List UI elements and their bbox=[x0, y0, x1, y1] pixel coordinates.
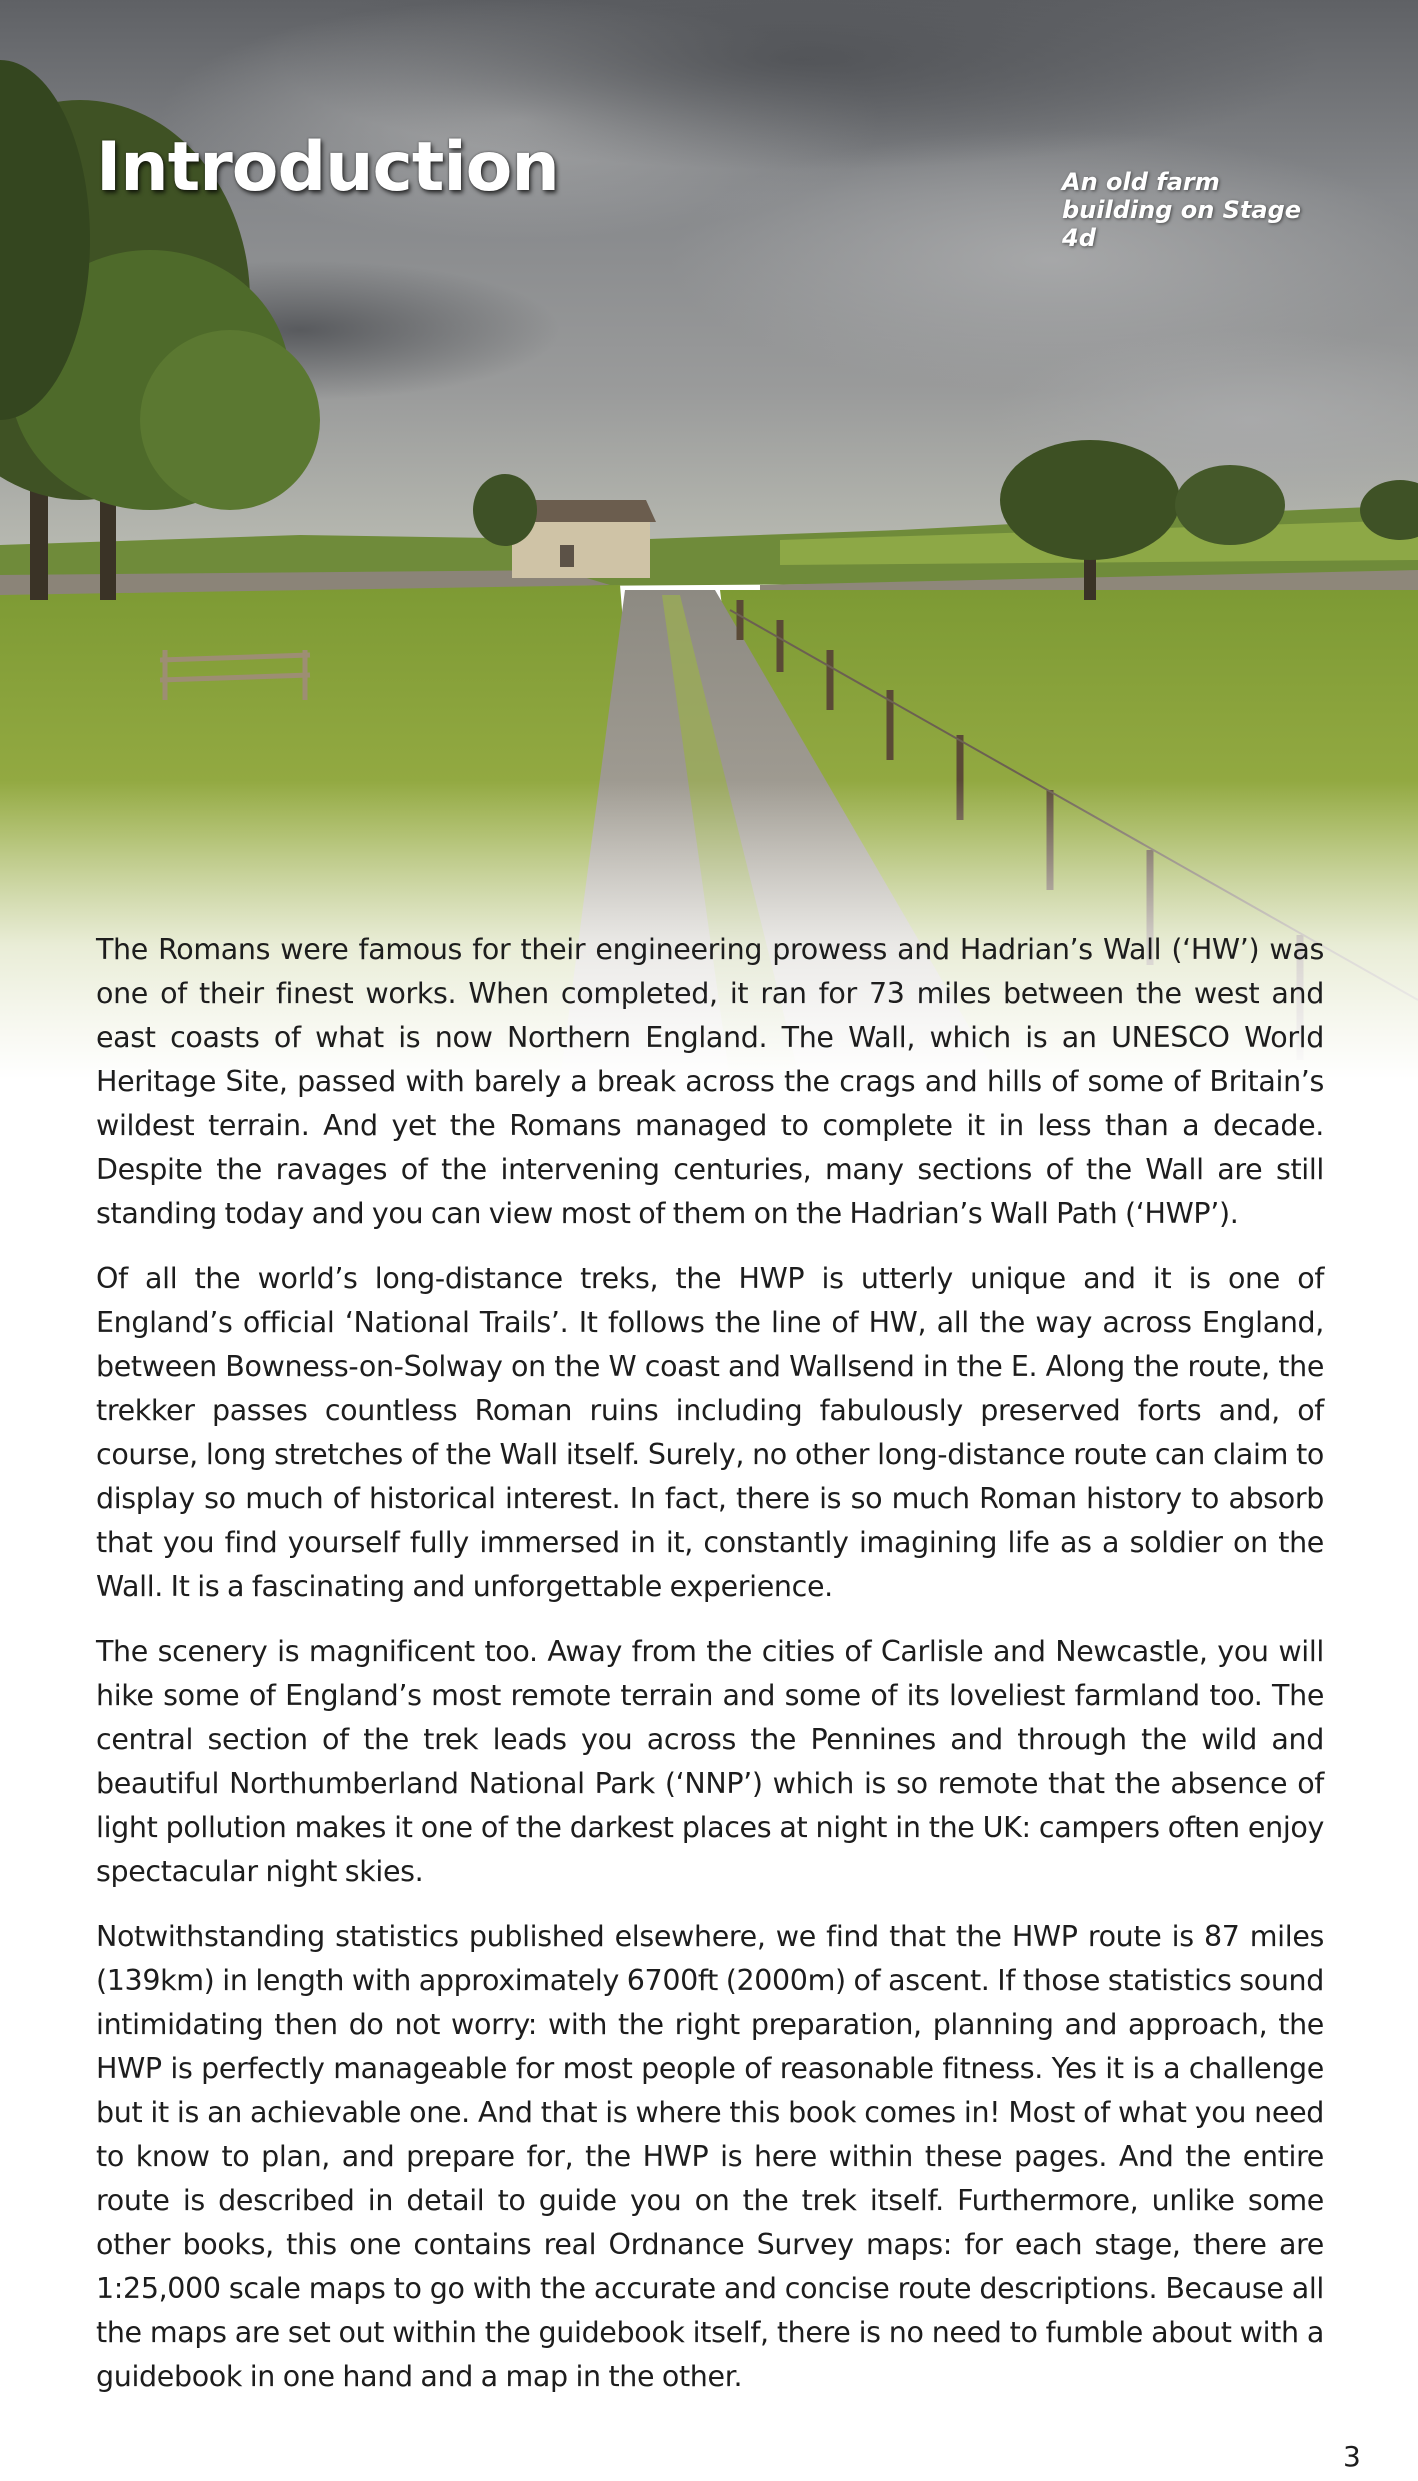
page-title: Introduction bbox=[96, 128, 559, 207]
page-number: 3 bbox=[1343, 2440, 1361, 2473]
body-text bbox=[96, 928, 1324, 2420]
paragraph: Notwithstanding statistics published elsewhere, we find that the HWP route is 87 miles (139km) in length with approximately 6700ft (2000m) of ascent. If those statistics sound intimidating then do not worry: with the right preparation, planning and approach, the HWP is perfectly manageable for most people of reasonable fitness. Yes it is a challenge but it is an achievable one. And that is where this book comes in! Most of what you need to know to plan, and prepare for, the HWP is here within these pages. And the entire route is described in detail to guide you on the trek itself. Furthermore, unlike some other books, this one contains real Ordnance Survey maps: for each stage, there are 1:25,000 scale maps to go with the accurate and concise route descriptions. Because all the maps are set out within the guidebook itself, there is no need to fumble about with a guidebook in one hand and a map in the other. bbox=[96, 1920, 1324, 2393]
paragraph: The Romans were famous for their engineering prowess and Hadrian’s Wall (‘HW’) was one of their finest works. When completed, it ran for 73 miles between the west and east coasts of what is now Northern England. The Wall, which is an UNESCO World Heritage Site, passed with barely a break across the crags and hills of some of Britain’s wildest terrain. And yet the Romans managed to complete it in less than a decade. Despite the ravages of the intervening centuries, many sections of the Wall are still standing today and you can view most of them on the Hadrian’s Wall Path (‘HWP’). bbox=[96, 933, 1324, 1230]
paragraph: Of all the world’s long-distance treks, the HWP is utterly unique and it is one of England’s official ‘National Trails’. It follows the line of HW, all the way across England, between Bowness-on-Solway on the W coast and Wallsend in the E. Along the route, the trekker passes countless Roman ruins including fabulously preserved forts and, of course, long stretches of the Wall itself. Surely, no other long-distance route can claim to display so much of historical interest. In fact, there is so much Roman history to absorb that you find yourself fully immersed in it, constantly imagining life as a soldier on the Wall. It is a fascinating and unforgettable experience. bbox=[96, 1262, 1324, 1603]
paragraph: The scenery is magnificent too. Away from the cities of Carlisle and Newcastle, you will hike some of England’s most remote terrain and some of its loveliest farmland too. The central section of the trek leads you across the Pennines and through the wild and beautiful Northumberland National Park (‘NNP’) which is so remote that the absence of light pollution makes it one of the darkest places at night in the UK: campers often enjoy spectacular night skies. bbox=[96, 1635, 1324, 1888]
photo-caption: An old farm building on Stage 4d bbox=[1062, 168, 1302, 252]
